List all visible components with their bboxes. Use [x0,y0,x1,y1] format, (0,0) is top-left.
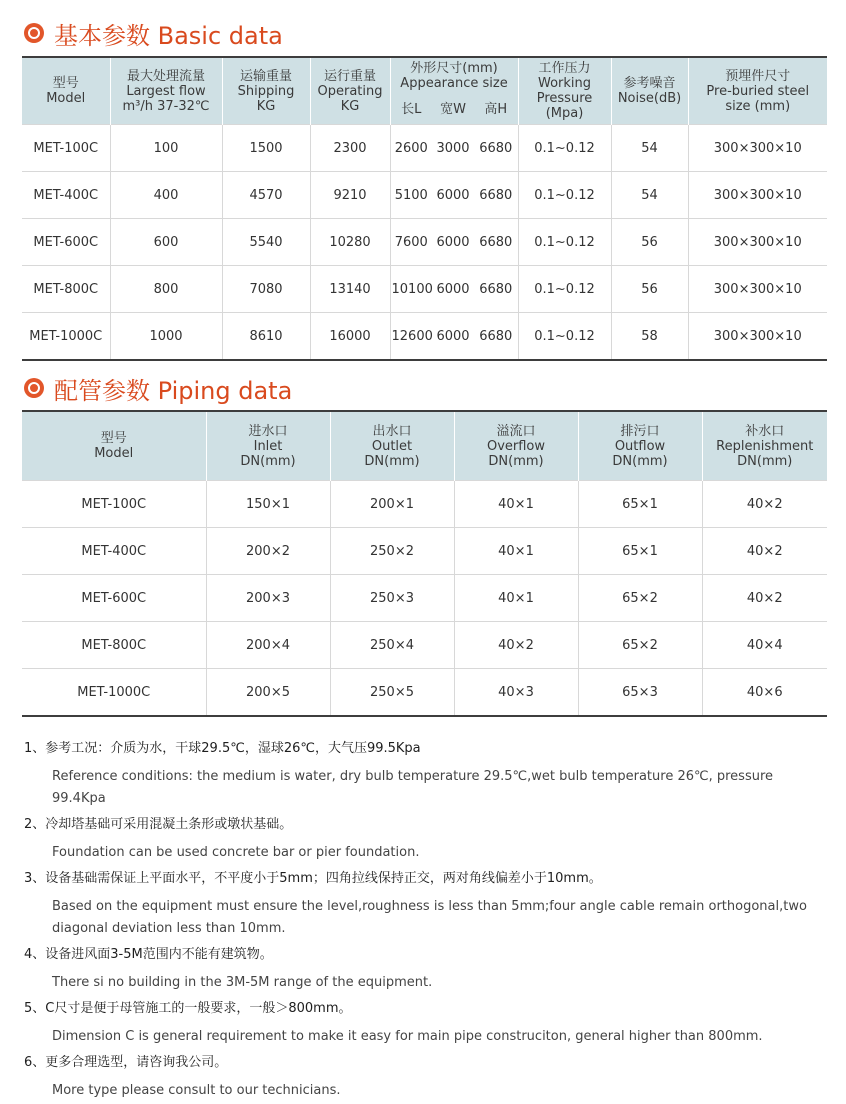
cell-outflow: 65×1 [578,528,702,575]
cell-model: MET-400C [22,528,206,575]
note-chinese: 4、设备进风面3-5M范围内不能有建筑物。 [24,947,273,962]
table-row [22,219,827,266]
cell-replenish: 40×2 [702,528,827,575]
cell-steel: 300×300×10 [688,172,827,219]
cell-operating: 2300 [310,125,390,172]
cell-model: MET-100C [22,125,110,172]
note-english: Dimension C is general requirement to make it easy for main pipe construciton, general higher than 800mm. [52,1029,763,1044]
note-english: More type please consult to our technicians. [52,1083,341,1098]
table-row [22,266,827,313]
note-english: Foundation can be used concrete bar or pier foundation. [52,845,420,860]
cell-noise: 54 [611,125,688,172]
cell-noise: 56 [611,219,688,266]
table-row [22,313,827,361]
notes-list [24,736,824,1104]
cell-h: 6680 [474,266,518,313]
header-model: 型号 Model [22,57,110,125]
cell-model: MET-600C [22,575,206,622]
cell-flow: 600 [110,219,222,266]
header-operating: 运行重量 Operating KG [310,57,390,125]
cell-w: 6000 [432,219,474,266]
header-size: 外形尺寸(mm) Appearance size [390,57,518,94]
note-item [24,1050,824,1102]
cell-overflow: 40×1 [454,575,578,622]
header-size-w: 宽W [432,94,474,125]
cell-replenish: 40×2 [702,481,827,528]
cell-pressure: 0.1~0.12 [518,219,611,266]
header-outflow: 排污口 Outflow DN(mm) [578,411,702,481]
cell-l: 2600 [390,125,432,172]
cell-flow: 400 [110,172,222,219]
table-row [22,528,827,575]
cell-h: 6680 [474,219,518,266]
cell-flow: 1000 [110,313,222,361]
table-row [22,481,827,528]
cell-noise: 56 [611,266,688,313]
cell-inlet: 200×3 [206,575,330,622]
cell-outflow: 65×1 [578,481,702,528]
cell-operating: 9210 [310,172,390,219]
note-chinese: 1、参考工况：介质为水，干球29.5℃，湿球26℃，大气压99.5Kpa [24,741,421,756]
cell-inlet: 200×5 [206,669,330,717]
cell-model: MET-600C [22,219,110,266]
cell-model: MET-1000C [22,313,110,361]
cell-steel: 300×300×10 [688,125,827,172]
cell-steel: 300×300×10 [688,219,827,266]
cell-steel: 300×300×10 [688,313,827,361]
header-overflow: 溢流口 Overflow DN(mm) [454,411,578,481]
cell-outlet: 250×5 [330,669,454,717]
cell-shipping: 4570 [222,172,310,219]
cell-replenish: 40×2 [702,575,827,622]
header-outlet: 出水口 Outlet DN(mm) [330,411,454,481]
cell-pressure: 0.1~0.12 [518,172,611,219]
cell-outflow: 65×3 [578,669,702,717]
cell-replenish: 40×6 [702,669,827,717]
header-model: 型号 Model [22,411,206,481]
cell-outflow: 65×2 [578,622,702,669]
piping-data-table [22,410,827,717]
cell-h: 6680 [474,172,518,219]
cell-pressure: 0.1~0.12 [518,313,611,361]
header-pressure: 工作压力 Working Pressure (Mpa) [518,57,611,125]
header-noise: 参考噪音 Noise(dB) [611,57,688,125]
cell-outlet: 250×4 [330,622,454,669]
note-item [24,866,824,940]
cell-noise: 58 [611,313,688,361]
cell-model: MET-800C [22,266,110,313]
cell-w: 6000 [432,172,474,219]
cell-outlet: 250×3 [330,575,454,622]
cell-steel: 300×300×10 [688,266,827,313]
header-steel: 预埋件尺寸 Pre-buried steel size (mm) [688,57,827,125]
cell-operating: 13140 [310,266,390,313]
note-chinese: 2、冷却塔基础可采用混凝土条形或墩状基础。 [24,817,293,832]
cell-l: 7600 [390,219,432,266]
bullet-icon [24,378,44,398]
cell-model: MET-400C [22,172,110,219]
table-row [22,622,827,669]
cell-shipping: 8610 [222,313,310,361]
cell-inlet: 200×4 [206,622,330,669]
cell-flow: 100 [110,125,222,172]
cell-model: MET-100C [22,481,206,528]
cell-pressure: 0.1~0.12 [518,266,611,313]
cell-operating: 10280 [310,219,390,266]
cell-outlet: 250×2 [330,528,454,575]
header-inlet: 进水口 Inlet DN(mm) [206,411,330,481]
note-english: Based on the equipment must ensure the level,roughness is less than 5mm;four angle cable remain orthogonal,two diagonal deviation less than 10mm. [52,899,807,936]
cell-shipping: 1500 [222,125,310,172]
table-row [22,172,827,219]
note-chinese: 3、设备基础需保证上平面水平，不平度小于5mm；四角拉线保持正交，两对角线偏差小于10mm。 [24,871,602,886]
table-row [22,575,827,622]
cell-operating: 16000 [310,313,390,361]
header-flow: 最大处理流量 Largest flow m³/h 37-32℃ [110,57,222,125]
cell-pressure: 0.1~0.12 [518,125,611,172]
note-item [24,996,824,1048]
cell-flow: 800 [110,266,222,313]
header-replenishment: 补水口 Replenishment DN(mm) [702,411,827,481]
cell-overflow: 40×1 [454,481,578,528]
cell-shipping: 7080 [222,266,310,313]
cell-inlet: 150×1 [206,481,330,528]
cell-overflow: 40×1 [454,528,578,575]
header-size-h: 高H [474,94,518,125]
cell-h: 6680 [474,313,518,361]
cell-overflow: 40×2 [454,622,578,669]
cell-w: 6000 [432,266,474,313]
cell-outlet: 200×1 [330,481,454,528]
note-chinese: 5、C尺寸是便于母管施工的一般要求，一般＞800mm。 [24,1001,352,1016]
cell-l: 10100 [390,266,432,313]
note-chinese: 6、更多合理选型，请咨询我公司。 [24,1055,228,1070]
note-item [24,812,824,864]
note-english: There si no building in the 3M-5M range of the equipment. [52,975,433,990]
cell-shipping: 5540 [222,219,310,266]
table-row [22,669,827,717]
cell-w: 3000 [432,125,474,172]
cell-overflow: 40×3 [454,669,578,717]
header-shipping: 运输重量 Shipping KG [222,57,310,125]
piping-data-heading [24,371,292,405]
basic-data-table [22,56,827,361]
table-row [22,125,827,172]
note-item [24,942,824,994]
cell-model: MET-800C [22,622,206,669]
cell-noise: 54 [611,172,688,219]
header-size-l: 长L [390,94,432,125]
note-english: Reference conditions: the medium is water, dry bulb temperature 29.5℃,wet bulb temperature 26℃, pressure 99.4Kpa [52,769,774,806]
basic-data-title: 基本参数 Basic data [54,21,283,50]
cell-model: MET-1000C [22,669,206,717]
basic-data-heading [24,16,283,50]
cell-h: 6680 [474,125,518,172]
cell-l: 12600 [390,313,432,361]
piping-data-title: 配管参数 Piping data [54,376,293,405]
bullet-icon [24,23,44,43]
cell-w: 6000 [432,313,474,361]
cell-l: 5100 [390,172,432,219]
cell-outflow: 65×2 [578,575,702,622]
cell-replenish: 40×4 [702,622,827,669]
cell-inlet: 200×2 [206,528,330,575]
note-item [24,736,824,810]
